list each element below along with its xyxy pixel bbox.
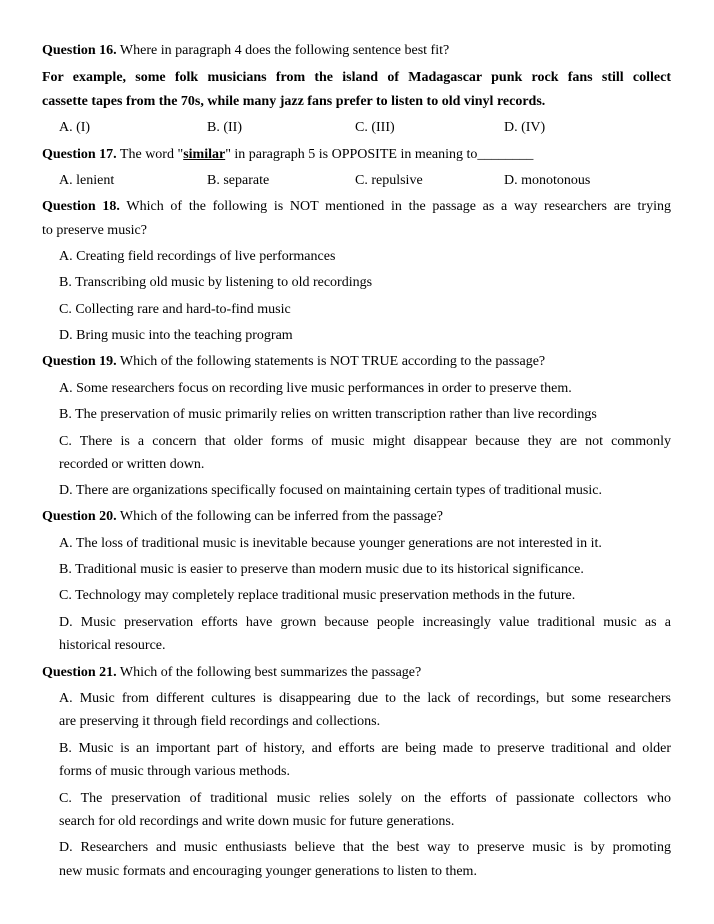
question-19-text: Which of the following statements is NOT TRUE according to the passage?: [116, 354, 546, 369]
question-21-option-c-line-2[interactable]: search for old recordings and write down music for future generations.: [59, 814, 455, 829]
question-17-prompt: [42, 146, 671, 164]
question-20-option-d-line-2[interactable]: historical resource.: [59, 638, 166, 653]
question-16-label: Question 16.: [42, 43, 117, 58]
question-18-label: Question 18.: [42, 199, 120, 214]
question-18-option-b[interactable]: B. Transcribing old music by listening to old recordings: [59, 275, 373, 290]
question-19-option-c-line-2[interactable]: recorded or written down.: [59, 457, 205, 472]
question-21-option-d-line-2[interactable]: new music formats and encouraging younger generations to listen to them.: [59, 864, 477, 879]
question-16-option-d[interactable]: D. (IV): [504, 120, 546, 135]
question-16-option-c[interactable]: C. (III): [355, 120, 395, 135]
question-19-label: Question 19.: [42, 354, 117, 369]
question-16-sentence-line-1: For example, some folk musicians from the island of Madagascar punk rock fans still collect: [42, 70, 671, 85]
question-17-text-after: " in paragraph 5 is OPPOSITE in meaning to________: [225, 147, 534, 162]
question-18-text-line-1: Which of the following is NOT mentioned in the passage as a way researchers are trying: [119, 199, 671, 214]
question-17-option-d[interactable]: D. monotonous: [504, 173, 591, 188]
question-20-option-c[interactable]: C. Technology may completely replace traditional music preservation methods in the future.: [59, 588, 576, 603]
question-17-label: Question 17.: [42, 147, 117, 162]
question-21-text: Which of the following best summarizes the passage?: [116, 665, 422, 680]
question-18-prompt-line-2: to preserve music?: [42, 223, 147, 238]
question-21-option-c-line-1[interactable]: C. The preservation of traditional music relies solely on the efforts of passionate collectors who: [59, 791, 671, 806]
question-16-prompt: [42, 42, 671, 60]
question-21-option-a-line-1[interactable]: A. Music from different cultures is disappearing due to the lack of recordings, but some researchers: [59, 691, 671, 706]
question-17-option-c[interactable]: C. repulsive: [355, 173, 423, 188]
question-19-prompt: [42, 353, 671, 371]
question-18-option-a[interactable]: A. Creating field recordings of live performances: [59, 249, 336, 264]
question-21-prompt: [42, 664, 671, 682]
question-20-label: Question 20.: [42, 509, 117, 524]
question-17-option-b[interactable]: B. separate: [207, 173, 270, 188]
question-17-option-a[interactable]: A. lenient: [59, 173, 115, 188]
question-18-option-c[interactable]: C. Collecting rare and hard-to-find music: [59, 302, 291, 317]
question-20-option-a[interactable]: A. The loss of traditional music is inevitable because younger generations are not interested in it.: [59, 536, 602, 551]
question-21-label: Question 21.: [42, 665, 117, 680]
question-20-text: Which of the following can be inferred from the passage?: [116, 509, 443, 524]
question-16-option-b[interactable]: B. (II): [207, 120, 242, 135]
question-21-option-a-line-2[interactable]: are preserving it through field recordings and collections.: [59, 714, 381, 729]
question-19-option-a[interactable]: A. Some researchers focus on recording live music performances in order to preserve them.: [59, 381, 572, 396]
question-21-option-b-line-1[interactable]: B. Music is an important part of history, and efforts are being made to preserve traditional and older: [59, 741, 671, 756]
question-16-option-a[interactable]: A. (I): [59, 120, 91, 135]
question-19-option-b[interactable]: B. The preservation of music primarily relies on written transcription rather than live recordings: [59, 407, 597, 422]
question-21-option-b-line-2[interactable]: forms of music through various methods.: [59, 764, 290, 779]
question-20-prompt: [42, 508, 671, 526]
question-21-option-d-line-1[interactable]: D. Researchers and music enthusiasts believe that the best way to preserve music is by promoting: [59, 840, 671, 855]
question-16-text: Where in paragraph 4 does the following sentence best fit?: [116, 43, 450, 58]
question-19-option-d[interactable]: D. There are organizations specifically focused on maintaining certain types of traditional music.: [59, 483, 602, 498]
question-20-option-b[interactable]: B. Traditional music is easier to preserve than modern music due to its historical significance.: [59, 562, 584, 577]
question-18-prompt-line-1: [42, 198, 671, 216]
question-19-option-c-line-1[interactable]: C. There is a concern that older forms of music might disappear because they are not commonly: [59, 434, 671, 449]
question-20-option-d-line-1[interactable]: D. Music preservation efforts have grown because people increasingly value traditional music as a: [59, 615, 671, 630]
question-16-sentence-line-2: cassette tapes from the 70s, while many jazz fans prefer to listen to old vinyl records.: [42, 94, 546, 109]
question-17-keyword: similar: [183, 147, 226, 162]
question-18-option-d[interactable]: D. Bring music into the teaching program: [59, 328, 293, 343]
question-17-text-before: The word ": [116, 147, 184, 162]
